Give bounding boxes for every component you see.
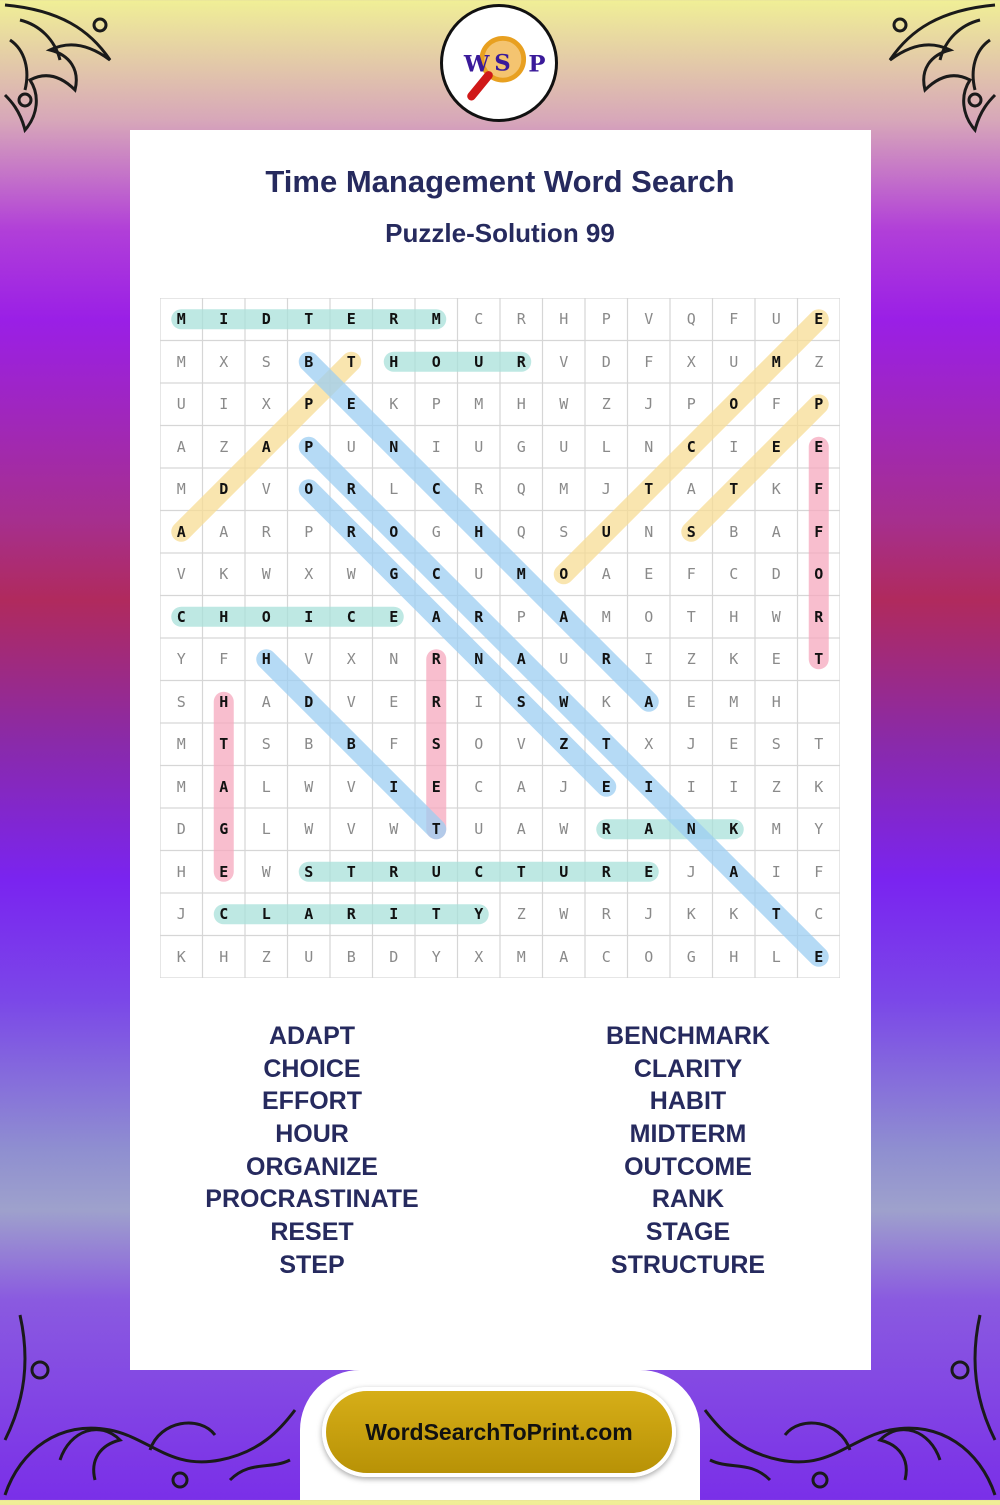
- grid-cell: G: [431, 522, 441, 541]
- grid-cell: D: [176, 820, 186, 838]
- grid-cell: A: [219, 522, 229, 541]
- word-list-item: CLARITY: [633, 1054, 743, 1083]
- grid-cell: C: [729, 565, 739, 583]
- grid-cell: S: [686, 522, 696, 541]
- grid-cell: S: [559, 522, 569, 541]
- grid-cell: D: [389, 947, 399, 966]
- grid-cell: R: [346, 905, 356, 923]
- grid-cell: F: [814, 862, 824, 881]
- grid-cell: A: [644, 820, 654, 838]
- grid-cell: W: [304, 820, 314, 838]
- grid-cell: P: [304, 522, 314, 541]
- grid-cell: R: [474, 480, 484, 498]
- grid-cell: S: [261, 735, 271, 753]
- grid-cell: H: [389, 352, 399, 371]
- grid-cell: M: [176, 310, 186, 328]
- grid-cell: F: [644, 352, 654, 371]
- grid-cell: K: [814, 777, 824, 796]
- grid-cell: A: [176, 522, 186, 541]
- grid-cell: B: [729, 522, 739, 541]
- word-list-item: ADAPT: [268, 1022, 356, 1050]
- grid-cell: F: [771, 395, 781, 413]
- grid-cell: E: [729, 735, 739, 753]
- grid-cell: X: [219, 352, 229, 371]
- grid-cell: Q: [516, 522, 526, 541]
- grid-cell: T: [686, 607, 696, 626]
- grid-cell: U: [474, 565, 484, 583]
- grid-cell: V: [304, 650, 314, 668]
- grid-cell: O: [644, 947, 654, 966]
- grid-cell: A: [304, 905, 314, 923]
- grid-cell: T: [814, 735, 824, 753]
- word-list-item: HOUR: [275, 1120, 349, 1149]
- grid-cell: M: [516, 565, 526, 583]
- grid-cell: C: [601, 947, 611, 966]
- grid-cell: V: [516, 735, 526, 753]
- grid-cell: E: [814, 947, 824, 966]
- grid-cell: J: [601, 480, 611, 498]
- grid-cell: K: [389, 395, 399, 413]
- grid-cell: P: [814, 395, 824, 413]
- grid-cell: I: [644, 650, 654, 668]
- grid-cell: T: [431, 820, 441, 838]
- grid-cell: D: [219, 480, 229, 498]
- grid-cell: H: [261, 650, 271, 668]
- grid-cell: C: [474, 310, 484, 328]
- grid-cell: K: [771, 480, 781, 498]
- ornament-top-right: [850, 0, 1000, 150]
- grid-cell: V: [261, 480, 271, 498]
- grid-cell: S: [516, 692, 526, 711]
- grid-cell: C: [431, 480, 441, 498]
- grid-cell: E: [431, 777, 441, 796]
- grid-cell: R: [346, 480, 356, 498]
- grid-cell: J: [644, 905, 654, 923]
- grid-cell: U: [474, 352, 484, 371]
- grid-cell: A: [516, 820, 526, 838]
- grid-cell: J: [559, 777, 569, 796]
- word-list-left: [122, 1020, 502, 1282]
- grid-cell: M: [176, 352, 186, 371]
- grid-cell: X: [261, 395, 271, 413]
- grid-cell: A: [261, 437, 271, 456]
- word-list-item: BENCHMARK: [606, 1022, 770, 1050]
- grid-cell: E: [346, 395, 356, 413]
- grid-cell: Y: [176, 650, 186, 668]
- grid-cell: R: [261, 522, 271, 541]
- grid-cell: R: [389, 862, 399, 881]
- grid-cell: M: [559, 480, 569, 498]
- grid-cell: G: [389, 565, 399, 583]
- grid-cell: O: [304, 480, 314, 498]
- grid-cell: O: [559, 565, 569, 583]
- grid-cell: A: [219, 777, 229, 796]
- page-subtitle: Puzzle-Solution 99: [385, 218, 615, 248]
- grid-cell: P: [601, 310, 611, 328]
- grid-cell: A: [176, 437, 186, 456]
- grid-cell: N: [474, 650, 484, 668]
- grid-cell: Q: [686, 310, 696, 328]
- word-list-item: STAGE: [645, 1218, 731, 1247]
- grid-cell: R: [601, 820, 611, 838]
- svg-text:W: W: [463, 51, 490, 78]
- grid-cell: L: [601, 437, 611, 456]
- grid-cell: O: [814, 565, 824, 583]
- grid-cell: B: [346, 735, 356, 753]
- grid-cell: W: [389, 820, 399, 838]
- grid-cell: C: [346, 607, 356, 626]
- grid-cell: K: [219, 565, 229, 583]
- grid-cell: A: [431, 607, 441, 626]
- grid-cell: I: [729, 777, 739, 796]
- grid-cell: P: [686, 395, 696, 413]
- grid-cell: V: [176, 565, 186, 583]
- grid-cell: R: [389, 310, 399, 328]
- grid-cell: W: [346, 565, 356, 583]
- grid-cell: T: [644, 480, 654, 498]
- grid-cell: F: [814, 522, 824, 541]
- grid-cell: M: [176, 480, 186, 498]
- grid-cell: V: [346, 777, 356, 796]
- grid-cell: R: [474, 607, 484, 626]
- grid-cell: K: [176, 947, 186, 966]
- grid-cell: I: [474, 692, 484, 711]
- grid-cell: M: [431, 310, 441, 328]
- grid-cell: I: [389, 905, 399, 923]
- grid-cell: A: [729, 862, 739, 881]
- grid-cell: L: [389, 480, 399, 498]
- grid-cell: G: [516, 437, 526, 456]
- grid-cell: W: [771, 607, 781, 626]
- grid-cell: G: [219, 820, 229, 838]
- svg-text:P: P: [528, 51, 546, 78]
- grid-cell: A: [559, 947, 569, 966]
- grid-cell: M: [771, 820, 781, 838]
- grid-cell: M: [176, 735, 186, 753]
- grid-cell: I: [389, 777, 399, 796]
- grid-cell: D: [601, 352, 611, 371]
- grid-cell: R: [814, 607, 824, 626]
- grid-cell: C: [219, 905, 229, 923]
- grid-cell: X: [304, 565, 314, 583]
- grid-cell: E: [686, 692, 696, 711]
- grid-cell: F: [389, 735, 399, 753]
- grid-cell: R: [516, 310, 526, 328]
- grid-cell: A: [601, 565, 611, 583]
- grid-cell: V: [559, 352, 569, 371]
- grid-cell: A: [261, 692, 271, 711]
- grid-cell: I: [729, 437, 739, 456]
- grid-cell: R: [431, 650, 441, 668]
- grid-cell: T: [431, 905, 441, 923]
- grid-cell: U: [304, 947, 314, 966]
- grid-cell: C: [814, 905, 824, 923]
- grid-cell: D: [771, 565, 781, 583]
- grid-cell: J: [644, 395, 654, 413]
- word-list-item: EFFORT: [262, 1087, 362, 1116]
- grid-cell: Z: [601, 395, 611, 413]
- grid-cell: E: [644, 862, 654, 881]
- grid-cell: T: [304, 310, 314, 328]
- grid-cell: W: [261, 565, 271, 583]
- grid-cell: L: [261, 905, 271, 923]
- grid-cell: H: [729, 947, 739, 966]
- grid-cell: E: [644, 565, 654, 583]
- grid-cell: Q: [516, 480, 526, 498]
- grid-cell: K: [686, 905, 696, 923]
- grid-cell: T: [516, 862, 526, 881]
- site-link-button[interactable]: [322, 1387, 676, 1477]
- grid-cell: U: [601, 522, 611, 541]
- grid-cell: Z: [261, 947, 271, 966]
- grid-cell: U: [559, 862, 569, 881]
- grid-cell: R: [601, 862, 611, 881]
- grid-cell: C: [474, 862, 484, 881]
- grid-cell: Z: [516, 905, 526, 923]
- grid-cell: T: [346, 862, 356, 881]
- grid-cell: E: [346, 310, 356, 328]
- grid-cell: O: [644, 607, 654, 626]
- grid-cell: U: [729, 352, 739, 371]
- grid-cell: U: [474, 437, 484, 456]
- grid-cell: C: [474, 777, 484, 796]
- svg-text:S: S: [494, 50, 511, 77]
- grid-cell: M: [176, 777, 186, 796]
- grid-cell: Y: [814, 820, 824, 838]
- word-list-item: RESET: [270, 1218, 354, 1247]
- grid-cell: I: [771, 862, 781, 881]
- grid-cell: S: [176, 692, 186, 711]
- grid-cell: P: [431, 395, 441, 413]
- grid-cell: U: [474, 820, 484, 838]
- grid-cell: A: [516, 650, 526, 668]
- grid-cell: V: [346, 820, 356, 838]
- grid-cell: A: [644, 692, 654, 711]
- grid-cell: D: [261, 310, 271, 328]
- grid-cell: Y: [431, 947, 441, 966]
- grid-cell: L: [261, 777, 271, 796]
- grid-cell: O: [431, 352, 441, 371]
- grid-cell: A: [771, 522, 781, 541]
- grid-cell: H: [176, 862, 186, 881]
- word-list-item: STEP: [279, 1250, 345, 1279]
- grid-cell: W: [559, 395, 569, 413]
- grid-cell: C: [686, 437, 696, 456]
- grid-cell: F: [219, 650, 229, 668]
- grid-cell: Y: [474, 905, 484, 923]
- grid-cell: H: [559, 310, 569, 328]
- grid-cell: T: [771, 905, 781, 923]
- grid-cell: I: [644, 777, 654, 796]
- grid-cell: Z: [219, 437, 229, 456]
- grid-cell: H: [219, 947, 229, 966]
- grid-cell: L: [261, 820, 271, 838]
- grid-cell: Z: [814, 352, 824, 371]
- grid-cell: S: [771, 735, 781, 753]
- grid-cell: U: [559, 437, 569, 456]
- grid-cell: N: [389, 437, 399, 456]
- grid-cell: A: [686, 480, 696, 498]
- grid-cell: H: [729, 607, 739, 626]
- grid-cell: O: [261, 607, 271, 626]
- grid-cell: A: [516, 777, 526, 796]
- grid-letters: [160, 298, 840, 978]
- grid-cell: T: [814, 650, 824, 668]
- grid-cell: N: [686, 820, 696, 838]
- grid-cell: R: [601, 650, 611, 668]
- grid-cell: C: [176, 607, 186, 626]
- grid-cell: J: [176, 905, 186, 923]
- word-list-item: MIDTERM: [629, 1120, 747, 1149]
- grid-cell: K: [729, 905, 739, 923]
- grid-cell: X: [644, 735, 654, 753]
- grid-cell: E: [814, 437, 824, 456]
- grid-cell: Z: [559, 735, 569, 753]
- grid-cell: V: [644, 310, 654, 328]
- grid-cell: I: [304, 607, 314, 626]
- grid-cell: K: [729, 820, 739, 838]
- grid-cell: F: [686, 565, 696, 583]
- grid-cell: E: [219, 862, 229, 881]
- grid-cell: M: [771, 352, 781, 371]
- grid-cell: H: [771, 692, 781, 711]
- grid-cell: U: [346, 437, 356, 456]
- grid-cell: U: [559, 650, 569, 668]
- grid-cell: P: [304, 437, 314, 456]
- grid-cell: D: [304, 692, 314, 711]
- grid-cell: W: [304, 777, 314, 796]
- grid-cell: R: [516, 352, 526, 371]
- grid-cell: I: [219, 395, 229, 413]
- grid-cell: R: [601, 905, 611, 923]
- grid-cell: E: [389, 607, 399, 626]
- grid-cell: Z: [686, 650, 696, 668]
- ornament-top-left: [0, 0, 150, 150]
- grid-cell: E: [601, 777, 611, 796]
- grid-cell: U: [176, 395, 186, 413]
- grid-cell: S: [304, 862, 314, 881]
- grid-cell: I: [219, 310, 229, 328]
- word-list-item: HABIT: [649, 1087, 727, 1116]
- grid-cell: M: [474, 395, 484, 413]
- grid-cell: V: [346, 692, 356, 711]
- site-link-text: WordSearchToPrint.com: [365, 1418, 633, 1445]
- grid-cell: L: [771, 947, 781, 966]
- grid-cell: H: [474, 522, 484, 541]
- grid-cell: W: [559, 905, 569, 923]
- grid-cell: W: [559, 692, 569, 711]
- word-list-item: PROCRASTINATE: [205, 1185, 419, 1214]
- grid-cell: N: [644, 522, 654, 541]
- grid-cell: H: [219, 607, 229, 626]
- grid-cell: C: [431, 565, 441, 583]
- grid-cell: X: [346, 650, 356, 668]
- grid-cell: M: [729, 692, 739, 711]
- grid-cell: B: [304, 352, 314, 371]
- grid-cell: K: [729, 650, 739, 668]
- word-list-item: ORGANIZE: [246, 1152, 378, 1181]
- grid-cell: M: [516, 947, 526, 966]
- grid-cell: E: [771, 437, 781, 456]
- grid-cell: R: [431, 692, 441, 711]
- grid-cell: E: [771, 650, 781, 668]
- word-list-item: STRUCTURE: [610, 1250, 766, 1279]
- grid-cell: T: [346, 352, 356, 371]
- grid-cell: H: [516, 395, 526, 413]
- grid-cell: T: [601, 735, 611, 753]
- grid-cell: Z: [771, 777, 781, 796]
- grid-cell: F: [814, 480, 824, 498]
- grid-cell: B: [346, 947, 356, 966]
- grid-cell: O: [474, 735, 484, 753]
- page-title: Time Management Word Search: [265, 164, 735, 199]
- word-list-item: OUTCOME: [624, 1152, 752, 1181]
- grid-cell: S: [431, 735, 441, 753]
- grid-cell: E: [389, 692, 399, 711]
- word-search-grid: [160, 298, 840, 978]
- grid-cell: T: [219, 735, 229, 753]
- word-list-right: [498, 1020, 878, 1282]
- grid-cell: U: [771, 310, 781, 328]
- grid-cell: W: [559, 820, 569, 838]
- grid-cell: J: [686, 735, 696, 753]
- grid-cell: K: [601, 692, 611, 711]
- grid-cell: A: [559, 607, 569, 626]
- wsp-logo: [440, 4, 558, 122]
- grid-cell: W: [261, 862, 271, 881]
- grid-cell: N: [389, 650, 399, 668]
- grid-cell: I: [431, 437, 441, 456]
- grid-cell: O: [389, 522, 399, 541]
- grid-cell: F: [729, 310, 739, 328]
- grid-cell: G: [686, 947, 696, 966]
- grid-cell: O: [729, 395, 739, 413]
- grid-cell: X: [474, 947, 484, 966]
- grid-cell: S: [261, 352, 271, 371]
- word-list-item: RANK: [651, 1185, 725, 1214]
- grid-cell: T: [729, 480, 739, 498]
- grid-cell: J: [686, 862, 696, 881]
- grid-cell: X: [686, 352, 696, 371]
- grid-cell: P: [516, 607, 526, 626]
- grid-cell: M: [601, 607, 611, 626]
- word-list-item: CHOICE: [263, 1054, 361, 1083]
- grid-cell: N: [644, 437, 654, 456]
- grid-cell: H: [219, 692, 229, 711]
- grid-cell: U: [431, 862, 441, 881]
- grid-cell: B: [304, 735, 314, 753]
- grid-cell: R: [346, 522, 356, 541]
- grid-cell: P: [304, 395, 314, 413]
- grid-cell: E: [814, 310, 824, 328]
- grid-cell: I: [686, 777, 696, 796]
